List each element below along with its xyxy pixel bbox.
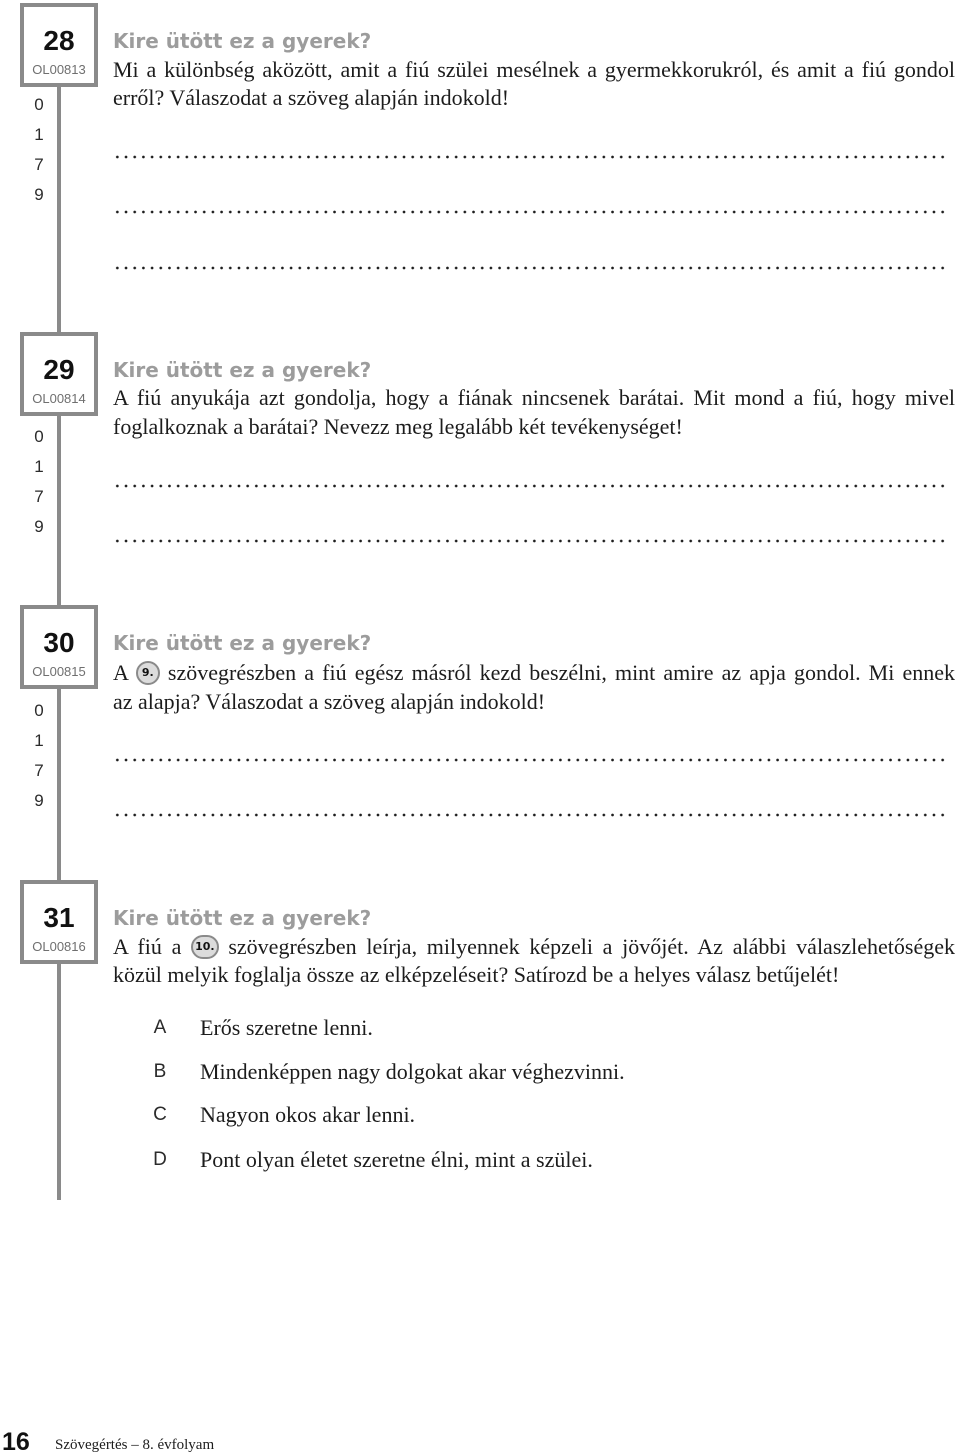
question-heading: Kire ütött ez a gyerek?: [113, 631, 372, 655]
item-code: OL00815: [32, 664, 86, 679]
question-heading: Kire ütött ez a gyerek?: [113, 358, 372, 382]
score-code: 1: [34, 457, 44, 476]
text-segment: szövegrészben a fiú egész másról kezd beszélni, mint amire az apja gondol. Mi ennek: [167, 660, 955, 685]
item-code: OL00814: [32, 391, 86, 406]
question-text-line: erről? Válaszodat a szöveg alapján indokold!: [113, 85, 510, 110]
answer-line[interactable]: [113, 266, 949, 270]
question-text-line: közül melyik foglalja össze az elképzeléseit? Satírozd be a helyes válasz betűjelét!: [113, 962, 840, 987]
page-number: 16: [2, 1428, 30, 1455]
item-code: OL00813: [32, 62, 86, 77]
score-code: 0: [34, 701, 44, 720]
footer-subject: Szövegértés – 8. évfolyam: [55, 1437, 215, 1453]
score-code: 9: [34, 517, 44, 536]
question-text-line: [113, 659, 955, 687]
text-segment: A: [113, 660, 128, 685]
item-number: 31: [43, 902, 75, 933]
score-code: 0: [34, 427, 44, 446]
answer-line[interactable]: [113, 539, 949, 543]
option-letter-a[interactable]: A: [153, 1017, 167, 1038]
option-letter-d[interactable]: D: [153, 1149, 167, 1170]
score-code: 7: [34, 761, 44, 780]
score-code: 9: [34, 791, 44, 810]
score-code: 7: [34, 155, 44, 174]
score-code: 7: [34, 487, 44, 506]
score-code: 0: [34, 95, 44, 114]
item-number: 29: [43, 354, 75, 385]
score-code: 1: [34, 125, 44, 144]
item-number-box: [20, 3, 98, 87]
question-heading: Kire ütött ez a gyerek?: [113, 906, 372, 930]
item-number-box: [20, 880, 98, 964]
item-number: 28: [43, 25, 75, 56]
passage-reference-badge: 9.: [136, 661, 160, 685]
question-text-line: [113, 933, 955, 961]
option-text: Mindenképpen nagy dolgokat akar véghezvinni.: [200, 1059, 625, 1084]
item-number: 30: [43, 627, 75, 658]
answer-line[interactable]: [113, 484, 949, 488]
option-text: Nagyon okos akar lenni.: [200, 1102, 416, 1127]
option-letter-c[interactable]: C: [153, 1104, 167, 1125]
option-letter-b[interactable]: B: [153, 1061, 167, 1082]
option-text: Pont olyan életet szeretne élni, mint a szülei.: [200, 1147, 593, 1172]
question-heading: Kire ütött ez a gyerek?: [113, 29, 372, 53]
answer-line[interactable]: [113, 210, 949, 214]
item-number-box: [20, 332, 98, 416]
answer-line[interactable]: [113, 813, 949, 817]
passage-reference-badge: 10.: [191, 935, 219, 959]
question-text-line: foglalkoznak a barátai? Nevezz meg legalább két tevékenységet!: [113, 414, 683, 439]
answer-line[interactable]: [113, 155, 949, 159]
text-segment: A fiú a: [113, 934, 182, 959]
text-segment: szövegrészben leírja, milyennek képzeli a jövőjét. Az alábbi válaszlehetőségek: [228, 934, 955, 959]
score-code: 9: [34, 185, 44, 204]
question-text-line: az alapja? Válaszodat a szöveg alapján indokold!: [113, 689, 546, 714]
score-code: 1: [34, 731, 44, 750]
item-number-box: [20, 605, 98, 689]
question-text-line: Mi a különbség aközött, amit a fiú szülei mesélnek a gyermekkorukról, és amit a fiú gondol: [113, 57, 955, 82]
question-text-line: A fiú anyukája azt gondolja, hogy a fiának nincsenek barátai. Mit mond a fiú, hogy mivel: [113, 385, 955, 410]
item-code: OL00816: [32, 939, 86, 954]
answer-line[interactable]: [113, 758, 949, 762]
option-text: Erős szeretne lenni.: [200, 1015, 373, 1040]
